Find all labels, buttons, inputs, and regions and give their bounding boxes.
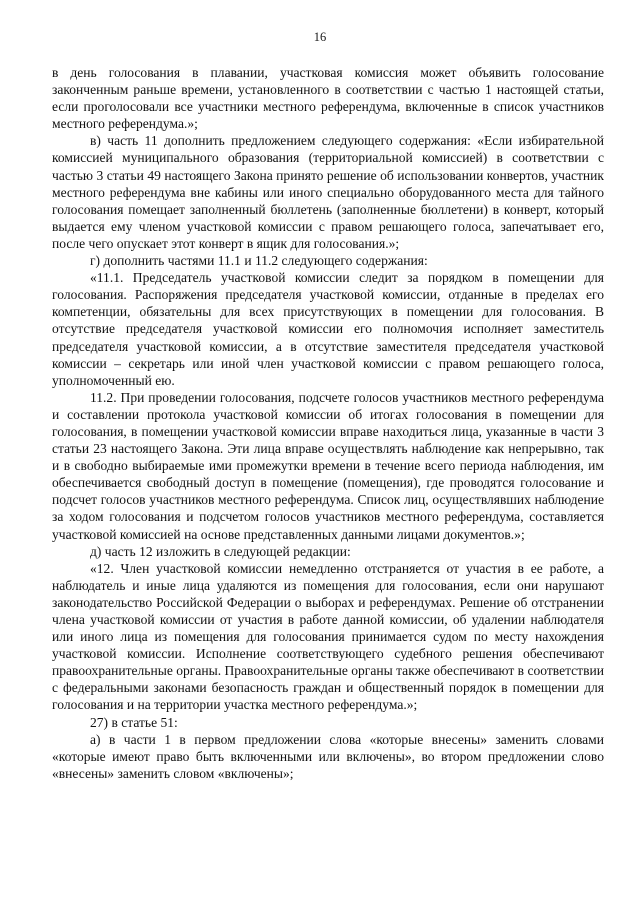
paragraph-part-11-1: «11.1. Председатель участковой комиссии следит за порядком в помещении для голосования. Распоряжения председателя участковой комиссии, отданные в пределах его компетенции, обязательны для всех присутствующих в помещении для голосования. В отсутствие председателя участковой комиссии его полномочия исполняет заместитель председателя участковой комиссии, а в отсутствие заместителя председателя участковой комиссии – секретарь или иной член участковой комиссии с правом решающего голоса, уполномоченный ею. xyxy=(52,270,604,388)
paragraph-continuation: в день голосования в плавании, участковая комиссия может объявить голосование законченным раньше времени, установленного в соответствии с частью 1 настоящей статьи, если проголосовали все участники местного референдума, включенные в список участников местного референдума.»; xyxy=(52,65,604,132)
page-number: 16 xyxy=(313,30,327,44)
paragraph-item-g: г) дополнить частями 11.1 и 11.2 следующего содержания: xyxy=(90,253,428,269)
paragraph-item-a: а) в части 1 в первом предложении слова «которые внесены» заменить словами «которые имеют право быть включенными или включены», во втором предложении слово «внесены» заменить словом «включены»; xyxy=(52,731,604,781)
paragraph-part-11-2: 11.2. При проведении голосования, подсчете голосов участников местного референдума и составлении протокола участковой комиссии об итогах голосования в помещении для голосования, в помещении участковой комиссии вправе находиться лица, указанные в части 3 статьи 23 настоящего Закона. Эти лица вправе осуществлять наблюдение как непрерывно, так и в свободно выбираемые ими промежутки времени в течение всего периода наблюдения, им обеспечивается свободный доступ в помещение (помещения), где проводятся голосование и подсчет голосов участников местного референдума. Список лиц, осуществлявших наблюдение за ходом голосования и подсчетом голосов участников местного референдума, составляется участковой комиссией на основе представленных данными лицами документов.»; xyxy=(52,389,604,542)
paragraph-part-12: «12. Член участковой комиссии немедленно отстраняется от участия в ее работе, а наблюдатель и иные лица удаляются из помещения для голосования, если они нарушают законодательство Российской Федерации о выборах и референдумах. Решение об отстранении члена участковой комиссии от участия в работе данной комиссии, об удалении наблюдателя или иного лица из помещения для голосования принимается судом по месту нахождения участковой комиссии. Исполнение соответствующего судебного решения обеспечивают правоохранительные органы. Правоохранительные органы также обеспечивают в соответствии с федеральными законами безопасность граждан и общественный порядок в помещении для голосования и на территории участка местного референдума.»; xyxy=(52,560,604,713)
paragraph-item-v: в) часть 11 дополнить предложением следующего содержания: «Если избирательной комиссией муниципального образования (территориальной комиссией) в соответствии с частью 3 статьи 49 настоящего Закона принято решение об использовании конвертов, участник местного референдума вне кабины или иного специально оборудованного места для тайного голосования помещает заполненный бюллетень (заполненные бюллетени) в конверт, который выдается ему членом участковой комиссии с правом решающего голоса, запечатывает его, после чего опускает этот конверт в ящик для голосования.»; xyxy=(52,133,604,251)
document-body xyxy=(52,64,604,782)
paragraph-item-d: д) часть 12 изложить в следующей редакции: xyxy=(90,543,351,559)
paragraph-item-27: 27) в статье 51: xyxy=(90,714,178,730)
